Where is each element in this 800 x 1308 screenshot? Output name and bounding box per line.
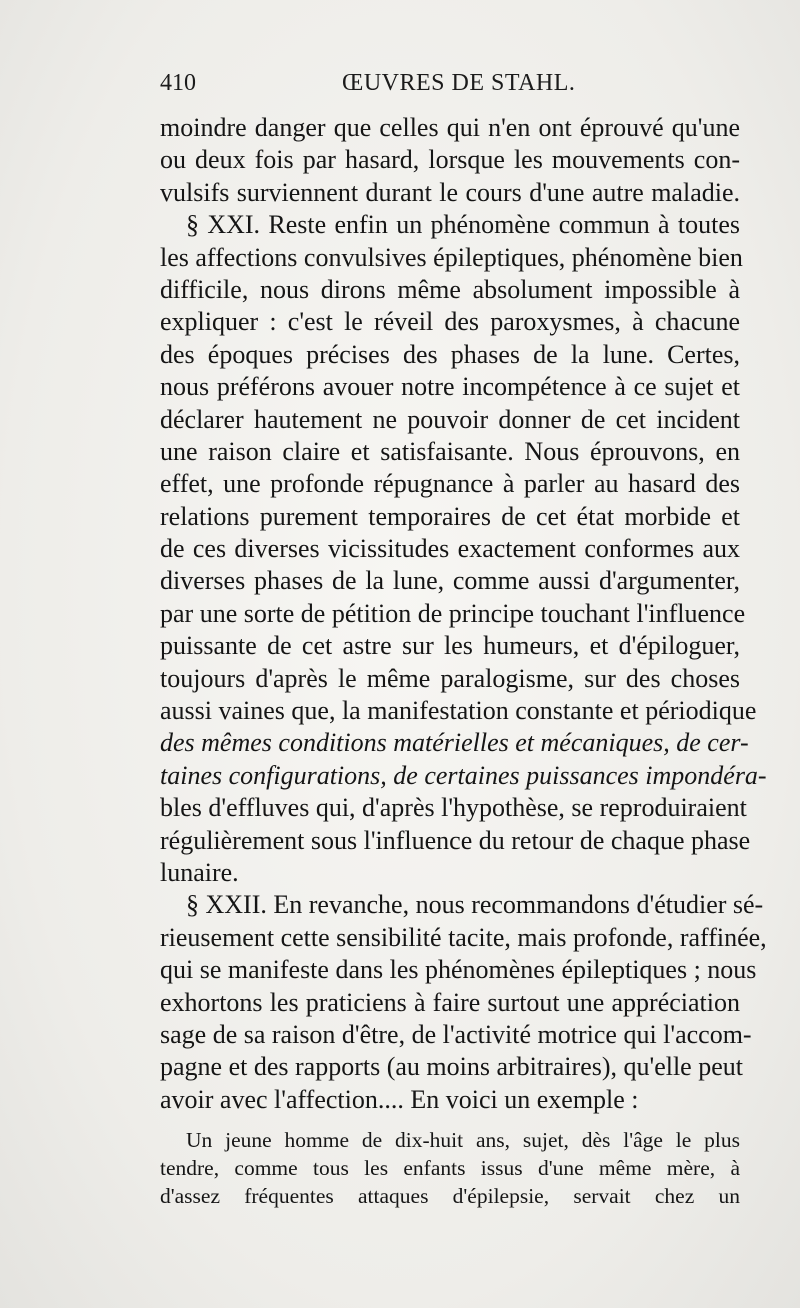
text-line: toujours d'après le même paralogisme, sur des choses [160,663,740,693]
page-number: 410 [160,70,196,96]
text-line: taines configurations, de certaines puissances impondéra- [160,760,767,790]
text-line: des mêmes conditions matérielles et mécaniques, de cer- [160,728,749,758]
text-line: ou deux fois par hasard, lorsque les mouvements con- [160,145,740,175]
text-line: exhortons les praticiens à faire surtout une appréciation [160,987,740,1017]
text-line: moindre danger que celles qui n'en ont éprouvé qu'une [160,113,740,142]
text-line: pagne et des rapports (au moins arbitraires), qu'elle peut [160,1052,743,1082]
body-text [160,112,767,1116]
text-line: puissante de cet astre sur les humeurs, et d'épiloguer, [160,631,740,661]
text-line: par une sorte de pétition de principe touchant l'influence [160,598,746,628]
text-line: lunaire. [160,857,239,887]
text-line: effet, une profonde répugnance à parler au hasard des [160,469,740,499]
text-line: avoir avec l'affection.... En voici un exemple : [160,1084,639,1114]
text-line: rieusement cette sensibilité tacite, mais profonde, raffinée, [160,922,767,952]
text-line: déclarer hautement ne pouvoir donner de cet incident [160,404,740,434]
text-line: vulsifs surviennent durant le cours d'une autre maladie. [160,177,740,207]
small-print-line: d'assez fréquentes attaques d'épilepsie, servait chez un [160,1184,740,1208]
text-line: qui se manifeste dans les phénomènes épileptiques ; nous [160,955,757,985]
running-title: ŒUVRES DE STAHL. [342,70,576,96]
text-line: une raison claire et satisfaisante. Nous éprouvons, en [160,436,740,466]
text-line: aussi vaines que, la manifestation constante et périodique [160,696,757,726]
text-line: diverses phases de la lune, comme aussi d'argumenter, [160,566,740,596]
text-line: sage de sa raison d'être, de l'activité motrice qui l'accom- [160,1019,752,1049]
text-line: relations purement temporaires de cet état morbide et [160,501,740,531]
text-line: bles d'effluves qui, d'après l'hypothèse, se reproduiraient [160,793,747,823]
small-print-paragraph [160,1126,740,1210]
text-line: § XXI. Reste enfin un phénomène commun à toutes [186,210,740,240]
text-line: difficile, nous dirons même absolument impossible à [160,274,740,304]
text-line: de ces diverses vicissitudes exactement conformes aux [160,534,740,564]
small-print-line: tendre, comme tous les enfants issus d'une même mère, à [160,1156,740,1180]
text-line: nous préférons avouer notre incompétence à ce sujet et [160,372,740,402]
text-line: les affections convulsives épileptiques, phénomène bien [160,242,743,272]
page-header [160,70,720,104]
text-line: expliquer : c'est le réveil des paroxysmes, à chacune [160,307,740,337]
text-line: § XXII. En revanche, nous recommandons d'étudier sé- [186,890,764,920]
text-line: des époques précises des phases de la lune. Certes, [160,339,740,369]
small-print-line: Un jeune homme de dix-huit ans, sujet, dès l'âge le plus [186,1128,740,1152]
text-line: régulièrement sous l'influence du retour de chaque phase [160,825,751,855]
